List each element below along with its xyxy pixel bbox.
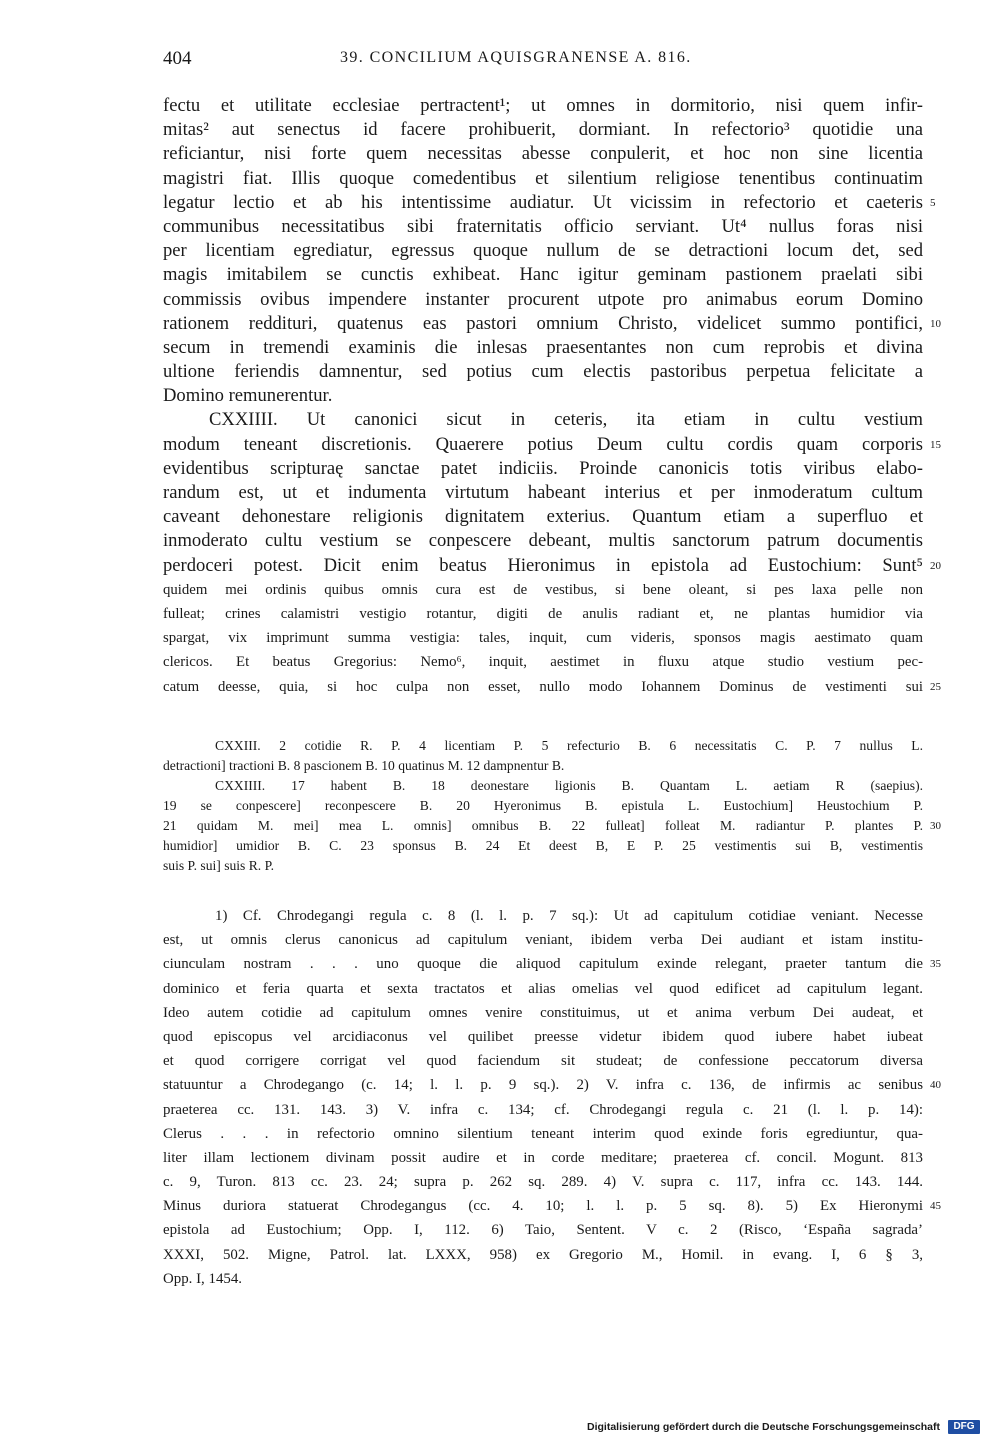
text-line	[163, 675, 941, 699]
footnote-line	[163, 1001, 923, 1025]
footnote-line-text: Minus duriora statuerat Chrodegangus (cc. 4. 10; l. l. p. 5 sq. 8). 5) Ex Hieronymi	[163, 1198, 923, 1215]
apparatus-line	[163, 836, 923, 856]
apparatus-line-text: 21 quidam M. mei] mea L. omnis] omnibus B. 22 fulleat] folleat M. radiantur P. plantes P.	[163, 818, 923, 833]
digitization-credit: Digitalisierung gefördert durch die Deutsche Forschungsgemeinschaft	[587, 1421, 940, 1433]
text-line-text: commissis ovibus impendere instanter procurent utpote pro animabus eorum Domino	[163, 288, 923, 310]
footnote-line-text: c. 9, Turon. 813 cc. 23. 24; supra p. 262 sq. 289. 4) V. supra c. 117, infra cc. 143. 144.	[163, 1174, 923, 1191]
text-line-text: reficiantur, nisi forte quem necessitas abesse conpulerit, et hoc non sine licentia	[163, 143, 923, 165]
apparatus-line-text: humidior] umidior B. C. 23 sponsus B. 24 Et deest B, E P. 25 vestimentis sui B, vestimentis	[163, 838, 923, 853]
line-number: 45	[930, 1200, 941, 1213]
footnote-line	[163, 904, 923, 928]
text-line-text: modum teneant discretionis. Quaerere potius Deum cultu cordis quam corporis	[163, 433, 923, 455]
text-line	[163, 215, 923, 239]
apparatus-line	[163, 736, 923, 756]
text-line-text: communibus necessitatibus sibi fraternitatis officio serviant. Ut⁴ nullus foras nisi	[163, 215, 923, 237]
footnote-line-text: XXXI, 502. Migne, Patrol. lat. LXXX, 958) ex Gregorio M., Homil. in evang. I, 6 § 3,	[163, 1246, 923, 1263]
text-line	[163, 529, 923, 553]
apparatus-line	[163, 796, 923, 816]
footnote-line	[163, 1146, 923, 1170]
footnote-line	[163, 1098, 923, 1122]
apparatus-line-text: CXXIIII. 17 habent B. 18 deonestare ligionis B. Quantam L. aetiam R (saepius).	[215, 778, 923, 793]
text-line-text: inmoderato cultu vestium se conpescere debeant, multis sanctorum patrum documentis	[163, 530, 923, 552]
text-line	[163, 481, 923, 505]
footnote-line-text: praeterea cc. 131. 143. 3) V. infra c. 134; cf. Chrodegangi regula c. 21 (l. l. p. 14):	[163, 1101, 923, 1118]
text-line-text: secum in tremendi examinis die inlesas praesentantes non cum reprobis et divina	[163, 336, 923, 358]
text-line	[163, 408, 923, 432]
text-line	[163, 94, 923, 118]
main-text	[163, 94, 941, 699]
text-line-text: catum deesse, quia, si hoc culpa non esset, nullo modo Iohannem Dominus de vestimenti sui	[163, 678, 923, 695]
line-number: 10	[930, 317, 941, 330]
footnote-line	[163, 1194, 941, 1218]
footnote-line-text: ciunculam nostram . . . uno quoque die aliquod capitulum exinde relegant, praeter tantum die	[163, 956, 923, 973]
text-line-text: fulleat; crines calamistri vestigio rotantur, digiti de anulis radiant et, ne plantas humidior via	[163, 605, 923, 622]
apparatus-line-text: detractioni] tractioni B. 8 pascionem B. 10 quatinus M. 12 dampnentur B.	[163, 758, 565, 773]
text-line-text: legatur lectio et ab his intentissime audiatur. Ut vicissim in refectorio et caeteris	[163, 191, 923, 213]
text-line	[163, 602, 923, 626]
footnote-line-text: statuuntur a Chrodegango (c. 14; l. l. p. 9 sq.). 2) V. infra c. 136, de infirmis ac senibus	[163, 1077, 923, 1094]
text-line-text: perdoceri potest. Dicit enim beatus Hieronimus in epistola ad Eustochium: Sunt⁵	[163, 554, 923, 576]
text-line-text: per licentiam egrediatur, egressus quoque nullum de se detractioni locum det, sed	[163, 240, 923, 262]
text-line	[163, 554, 941, 578]
footnote-line	[163, 1218, 923, 1242]
critical-apparatus	[163, 736, 941, 876]
footnote-line-text: liter illam lectionem divinam possit audire et in corde meditare; praeterea cf. concil. Mogunt. 813	[163, 1149, 923, 1166]
apparatus-line	[163, 816, 941, 836]
text-line	[163, 384, 923, 408]
line-number: 15	[930, 438, 941, 451]
text-line-text: fectu et utilitate ecclesiae pertractent¹; ut omnes in dormitorio, nisi quem infir-	[163, 95, 923, 116]
text-line-text: magistri fiat. Illis quoque comedentibus et silentium religiose tenentibus continuatim	[163, 167, 923, 189]
apparatus-line	[163, 756, 923, 776]
text-line	[163, 288, 923, 312]
line-number: 35	[930, 958, 941, 971]
footnote-line	[163, 1025, 923, 1049]
footnote-line	[163, 1073, 941, 1097]
text-line	[163, 142, 923, 166]
footnote-line	[163, 928, 923, 952]
text-line-text: Domino remunerentur.	[163, 385, 333, 407]
text-line-text: magis imitabilem se cunctis exhibeat. Hanc igitur geminam pastionem praelati sibi	[163, 264, 923, 286]
apparatus-line-text: suis P. sui] suis R. P.	[163, 858, 275, 873]
footnote-line-text: dominico et feria quarta et sexta tractatos et alias omelias vel quod edificet ad capitulum legant.	[163, 980, 923, 997]
dfg-logo: DFG	[948, 1420, 980, 1434]
text-line	[163, 433, 941, 457]
text-line	[163, 167, 923, 191]
text-line	[163, 239, 923, 263]
line-number: 25	[930, 680, 941, 693]
footnote-line-text: Clerus . . . in refectorio omnino silentium teneant interim quod exinde foris egrediuntur, qua-	[163, 1125, 923, 1142]
footnote-line-text: et quod corrigere corrigat vel quod faciendum sit studeat; de confessione peccatorum diversa	[163, 1053, 923, 1070]
text-line-text: clericos. Et beatus Gregorius: Nemo⁶, inquit, aestimet in fluxu atque studio vestium pec-	[163, 654, 923, 671]
text-line	[163, 650, 923, 674]
footnote-line-text: epistola ad Eustochium; Opp. I, 112. 6) Taio, Sentent. V c. 2 (Risco, ‘España sagrada’	[163, 1222, 923, 1239]
line-number: 40	[930, 1079, 941, 1092]
footnote-line-text: est, ut omnis clerus canonicus ad capitulum veniant, ibidem verba Dei audiant et istam institu-	[163, 932, 923, 949]
footnote-line	[163, 1170, 923, 1194]
text-line	[163, 360, 923, 384]
text-line-text: randum est, ut et indumenta virtutum habeant interius et per inmoderatum cultum	[163, 482, 923, 503]
text-line-text: mitas² aut senectus id facere prohibuerit, dormiant. In refectorio³ quotidie una	[163, 119, 923, 141]
page-number: 404	[163, 48, 192, 69]
footnote-line-text: Opp. I, 1454.	[163, 1270, 242, 1287]
footnote-line	[163, 977, 923, 1001]
text-line	[163, 118, 923, 142]
footnote-line-text: 1) Cf. Chrodegangi regula c. 8 (l. l. p. 7 sq.): Ut ad capitulum cotidiae veniant. Necesse	[215, 908, 923, 924]
text-line-text: caveant dehonestare religionis dignitatem exterius. Quantum etiam a superfluo et	[163, 506, 923, 528]
text-line-text: evidentibus scripturaę sanctae patet indiciis. Proinde canonicis totis viribus elabo-	[163, 457, 923, 479]
text-line-text: ultione feriendis damnentur, sed potius cum electis pastoribus perpetua felicitate a	[163, 361, 923, 383]
text-line	[163, 505, 923, 529]
text-line	[163, 457, 923, 481]
footnote-line	[163, 1243, 923, 1267]
text-line	[163, 626, 923, 650]
footnote-line	[163, 1049, 923, 1073]
text-line-text: CXXIIII. Ut canonici sicut in ceteris, ita etiam in cultu vestium	[209, 409, 923, 431]
apparatus-line-text: CXXIII. 2 cotidie R. P. 4 licentiam P. 5 refecturio B. 6 necessitatis C. P. 7 nullus L.	[215, 738, 923, 753]
running-head: 39. CONCILIUM AQUISGRANENSE A. 816.	[340, 49, 692, 66]
text-line	[163, 336, 923, 360]
apparatus-line-text: 19 se conpescere] reconpescere B. 20 Hyeronimus B. epistula L. Eustochium] Heustochium P.	[163, 798, 923, 813]
text-line	[163, 578, 923, 602]
footnotes	[163, 904, 941, 1291]
text-line	[163, 191, 936, 215]
footnote-line	[163, 952, 941, 976]
line-number: 5	[930, 196, 936, 209]
text-line-text: spargat, vix imprimunt summa vestigia: tales, inquit, cum videris, sponsos magis aestimato quam	[163, 630, 923, 647]
line-number: 30	[930, 820, 941, 832]
page-header	[163, 48, 923, 72]
footnote-line-text: quod episcopus vel arcidiaconus vel quilibet preesse videtur ibidem quod iubere habet iubeat	[163, 1028, 923, 1045]
text-line-text: quidem mei ordinis quibus omnis cura est de vestibus, si bene oleant, si pes laxa pelle non	[163, 581, 923, 598]
footnote-line-text: Ideo autem cotidie ad capitulum omnes venire constituimus, ut et anima verbum Dei audeat, et	[163, 1004, 923, 1021]
footnote-line	[163, 1267, 923, 1291]
line-number: 20	[930, 559, 941, 572]
apparatus-line	[163, 776, 923, 796]
apparatus-line	[163, 856, 923, 876]
text-line	[163, 263, 923, 287]
text-line	[163, 312, 941, 336]
text-line-text: rationem reddituri, quatenus eas pastori omnium Christo, videlicet summo pontifici,	[163, 312, 923, 334]
footnote-line	[163, 1122, 923, 1146]
